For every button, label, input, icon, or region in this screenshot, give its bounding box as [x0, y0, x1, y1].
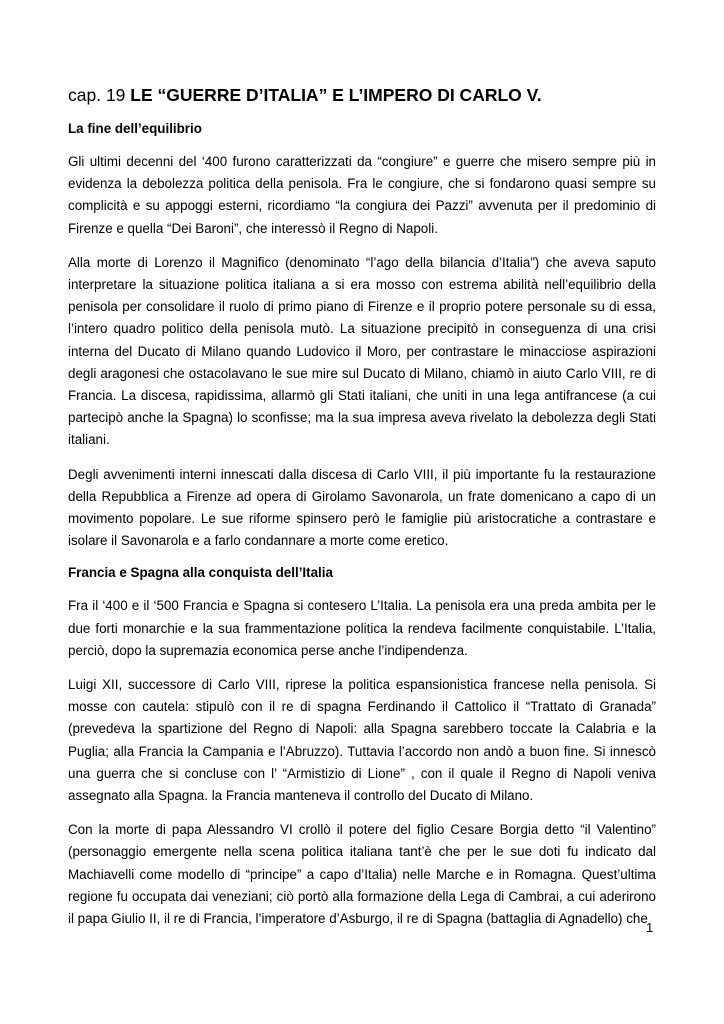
section-heading-fine-equilibrio: La fine dell’equilibrio — [68, 121, 202, 136]
chapter-heading: LE “GUERRE D’ITALIA” E L’IMPERO DI CARLO V. — [130, 85, 542, 105]
chapter-number: cap. 19 — [68, 85, 126, 105]
paragraph: Degli avvenimenti interni innescati dalla discesa di Carlo VIII, il più importante fu la restaurazione della Repubblica a Firenze ad opera di Girolamo Savonarola, un frate domenicano a capo di un movimento popolare. Le sue riforme spinsero però le famiglie più aristocratiche a contrastare e isolare il Savonarola e a farlo condannare a morte come eretico. — [68, 466, 656, 549]
paragraph: Alla morte di Lorenzo il Magnifico (denominato “l’ago della bilancia d’Italia”) che aveva saputo interpretare la situazione politica italiana a si era mosso con estrema abilità nell’equilibrio della penisola per consolidare il ruolo di primo piano di Firenze e il proprio potere personale su di essa, l’intero quadro politico della penisola mutò. La situazione precipitò in conseguenza di una crisi interna del Ducato di Milano quando Ludovico il Moro, per contrastare le minacciose aspirazioni degli aragonesi che ostacolavano le sue mire sul Ducato di Milano, chiamò in aiuto Carlo VIII, re di Francia. La discesa, rapidissima, allarmò gli Stati italiani, che uniti in una lega antifrancese (a cui partecipò anche la Spagna) lo sconfisse; ma la sua impresa aveva rivelato la debolezza degli Stati italiani. — [68, 254, 656, 448]
paragraph: Fra il ‘400 e il ‘500 Francia e Spagna si contesero L’Italia. La penisola era una preda ambita per le due forti monarchie e la sua frammentazione politica la rendeva facilmente conquistabile. L’Italia, perciò, dopo la supremazia economica perse anche l’indipendenza. — [68, 598, 656, 658]
paragraph: Luigi XII, successore di Carlo VIII, riprese la politica espansionistica francese nella penisola. Si mosse con cautela: stipulò con il re di spagna Ferdinando il Cattolico il “Trattato di Granada” (prevedeva la spartizione del Regno di Napoli: alla Spagna sarebbero toccate la Calabria e la Puglia; alla Francia la Campania e l’Abruzzo). Tuttavia l’accordo non andò a buon fine. Si innescò una guerra che si concluse con l’ “Armistizio di Lione” , con il quale il Regno di Napoli veniva assegnato alla Spagna. la Francia manteneva il controllo del Ducato di Milano. — [68, 677, 656, 804]
document-page — [68, 84, 656, 942]
section-heading-francia-spagna: Francia e Spagna alla conquista dell’Italia — [68, 565, 333, 581]
chapter-title — [68, 84, 656, 106]
paragraph: Gli ultimi decenni del ‘400 furono caratterizzati da “congiure” e guerre che misero sempre più in evidenza la debolezza politica della penisola. Fra le congiure, che si fondarono quasi sempre su complicità e su appoggi esterni, ricordiamo “la congiura dei Pazzi” avvenuta per il predominio di Firenze e quella “Dei Baroni”, che interessò il Regno di Napoli. — [68, 154, 656, 236]
paragraph: Con la morte di papa Alessandro VI crollò il potere del figlio Cesare Borgia detto “il Valentino” (personaggio emergente nella scena politica italiana tant’è che per le sue doti fu indicato dal Machiavelli come modello di “principe” a capo d’Italia) nelle Marche e in Romagna. Quest’ultima regione fu occupata dai veneziani; ciò portò alla formazione della Lega di Cambrai, a cui aderirono il papa Giulio II, il re di Francia, l’imperatore d’Asburgo, il re di Spagna (battaglia di Agnadello) che — [68, 822, 656, 927]
page-number: 1 — [646, 920, 654, 935]
